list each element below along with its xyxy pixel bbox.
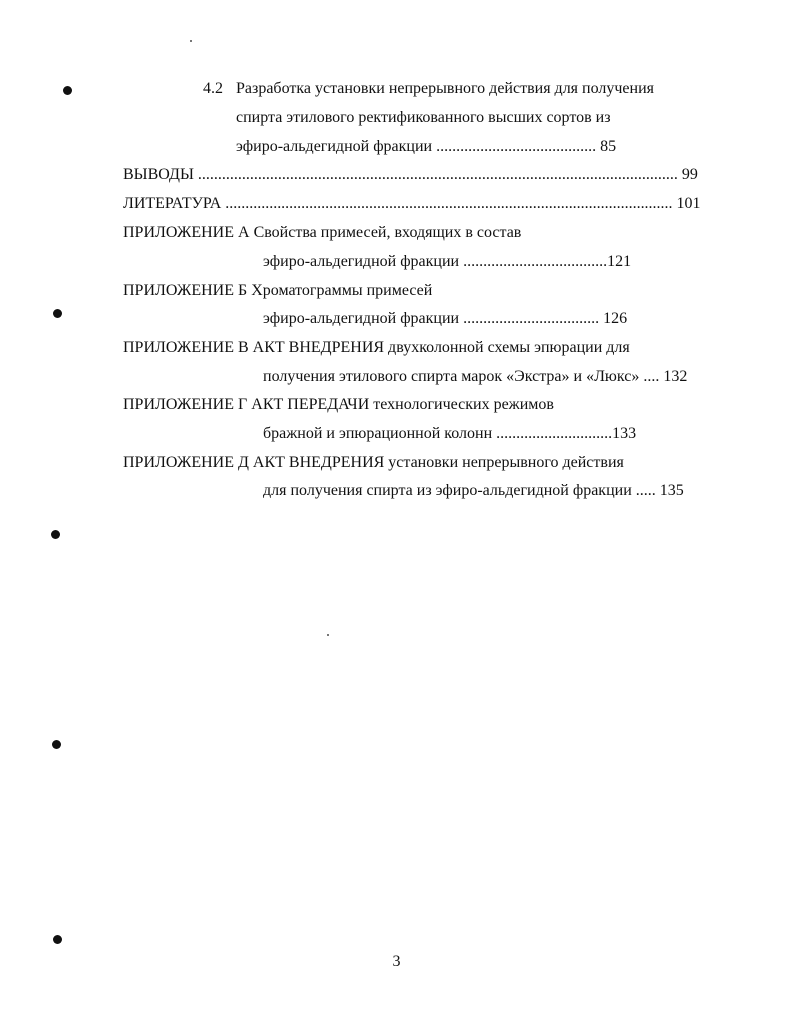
toc-vyvody: ВЫВОДЫ ........................................................................................................................ 99 — [123, 166, 698, 183]
binder-hole-4 — [52, 740, 61, 749]
toc-literatura: ЛИТЕРАТУРА ................................................................................................................ 101 — [123, 195, 701, 212]
toc-appendix-g-line-1: ПРИЛОЖЕНИЕ Г АКТ ПЕРЕДАЧИ технологических режимов — [123, 396, 554, 413]
binder-hole-2 — [53, 309, 62, 318]
toc-appendix-d-line-1: ПРИЛОЖЕНИЕ Д АКТ ВНЕДРЕНИЯ установки непрерывного действия — [123, 454, 624, 471]
scan-speck-2 — [327, 634, 329, 636]
toc-appendix-v-line-2: получения этилового спирта марок «Экстра» и «Люкс» .... 132 — [263, 368, 688, 385]
binder-hole-5 — [53, 935, 62, 944]
toc-section-4-2-line-3: эфиро-альдегидной фракции ........................................ 85 — [236, 138, 617, 155]
toc-appendix-a-line-1: ПРИЛОЖЕНИЕ А Свойства примесей, входящих в состав — [123, 224, 522, 241]
toc-appendix-g-line-2: бражной и эпюрационной колонн .............................133 — [263, 425, 637, 442]
scan-speck-1 — [190, 40, 192, 42]
toc-section-4-2-number: 4.2 — [203, 80, 223, 97]
toc-appendix-b-line-2: эфиро-альдегидной фракции .................................. 126 — [263, 310, 628, 327]
toc-appendix-b-line-1: ПРИЛОЖЕНИЕ Б Хроматограммы примесей — [123, 282, 433, 299]
toc-appendix-a-line-2: эфиро-альдегидной фракции ....................................121 — [263, 253, 632, 270]
binder-hole-1 — [63, 86, 72, 95]
toc-section-4-2-line-2: спирта этилового ректификованного высших сортов из — [236, 109, 611, 126]
toc-appendix-v-line-1: ПРИЛОЖЕНИЕ В АКТ ВНЕДРЕНИЯ двухколонной схемы эпюрации для — [123, 339, 630, 356]
binder-hole-3 — [51, 530, 60, 539]
page-number: 3 — [392, 953, 401, 970]
toc-appendix-d-line-2: для получения спирта из эфиро-альдегидной фракции ..... 135 — [263, 482, 684, 499]
toc-section-4-2-line-1: Разработка установки непрерывного действия для получения — [236, 80, 655, 97]
